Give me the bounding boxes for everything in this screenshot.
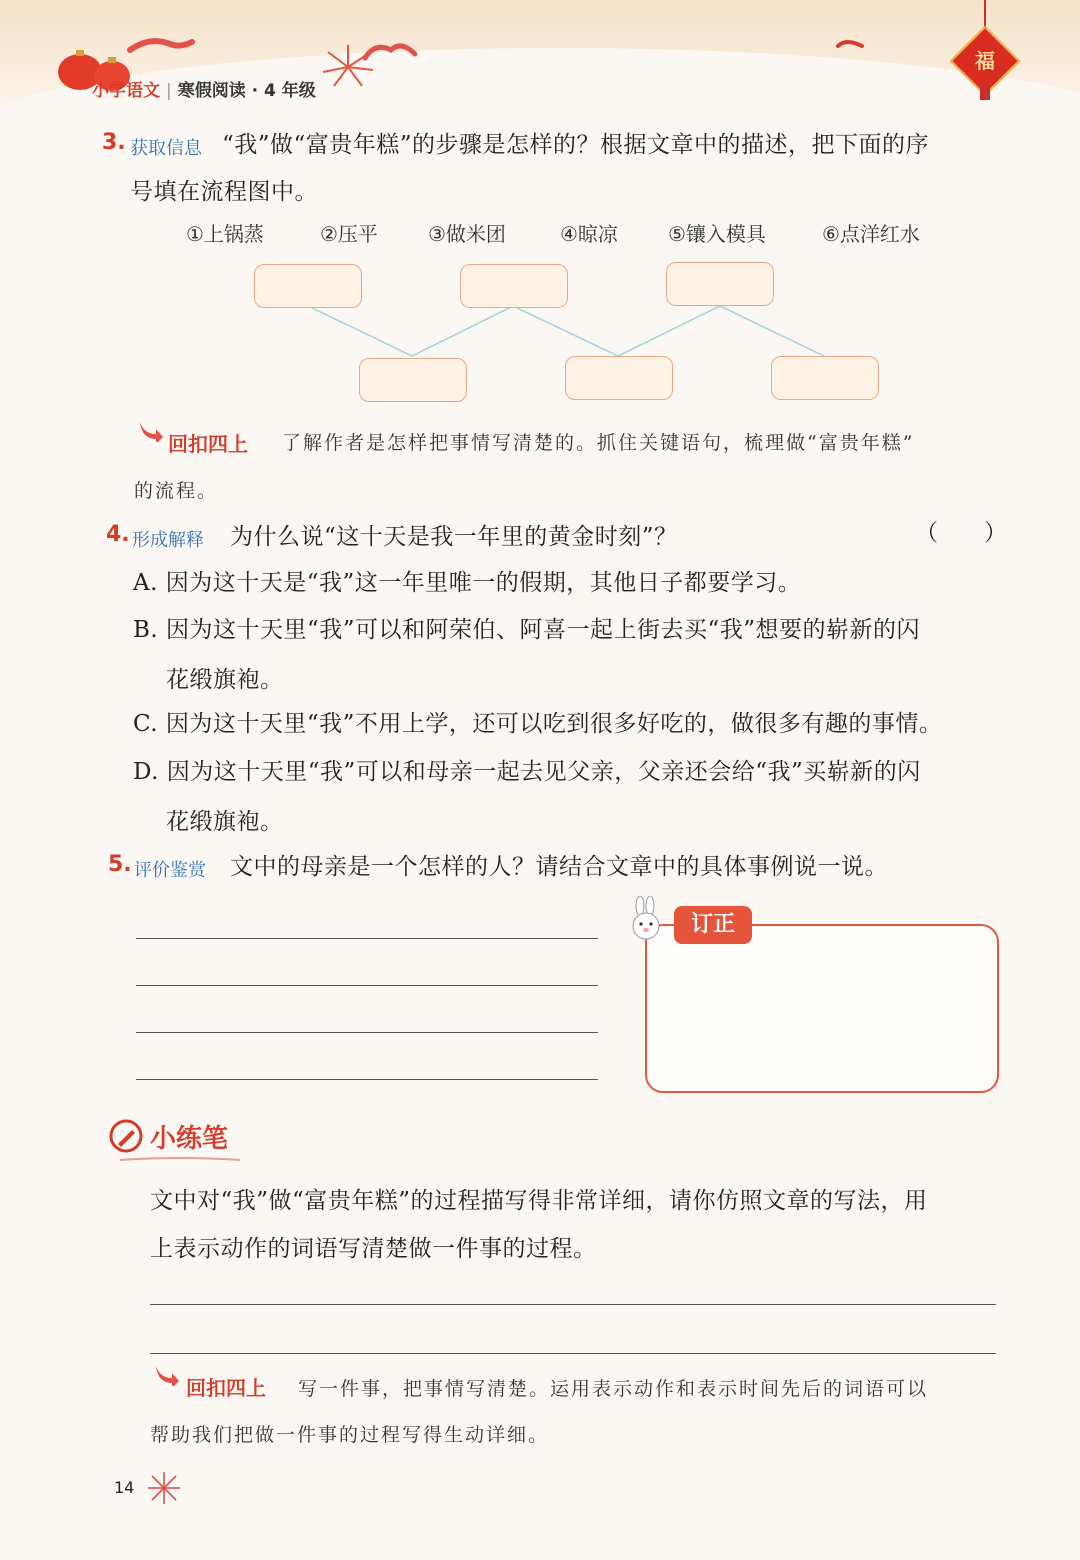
q4-option-d-line2: 花缎旗袍。 bbox=[166, 809, 284, 835]
callback-arrow-icon bbox=[138, 420, 164, 442]
callback-arrow-icon bbox=[154, 1364, 180, 1386]
q4-option-c: C. 因为这十天里“我”不用上学，还可以吃到很多好吃的，做很多有趣的事情。 bbox=[133, 711, 943, 737]
q3-line1: “我”做“富贵年糕”的步骤是怎样的？根据文章中的描述，把下面的序 bbox=[222, 132, 930, 158]
flow-box-3[interactable] bbox=[666, 262, 774, 306]
q4-option-d-line1: D. 因为这十天里“我”可以和母亲一起去见父亲，父亲还会给“我”买崭新的闪 bbox=[133, 759, 921, 785]
practice-answer-line-2[interactable] bbox=[150, 1353, 996, 1354]
practice-title: 小练笔 bbox=[150, 1124, 229, 1154]
fu-charm-text: 福 bbox=[975, 49, 995, 73]
q3-note-line2: 的流程。 bbox=[134, 480, 219, 502]
q5-question: 文中的母亲是一个怎样的人？请结合文章中的具体事例说一说。 bbox=[230, 854, 888, 880]
practice-line2: 上表示动作的词语写清楚做一件事的过程。 bbox=[150, 1236, 597, 1262]
series-name: 小学语文 bbox=[92, 81, 160, 101]
q5-number: 5. bbox=[108, 852, 132, 877]
q3-option-4: ④晾凉 bbox=[560, 222, 618, 246]
brand-separator: | bbox=[166, 81, 172, 101]
title-underline bbox=[120, 1156, 240, 1162]
flow-box-4[interactable] bbox=[359, 358, 467, 402]
q3-option-2: ②压平 bbox=[320, 222, 378, 246]
q3-option-3: ③做米团 bbox=[428, 222, 506, 246]
q3-number: 3. bbox=[102, 130, 126, 155]
q3-option-1: ①上锅蒸 bbox=[186, 222, 264, 246]
flow-box-2[interactable] bbox=[460, 264, 568, 308]
q4-option-a: A. 因为这十天是“我”这一年里唯一的假期，其他日子都要学习。 bbox=[133, 570, 802, 596]
q3-option-5: ⑤镶入模具 bbox=[668, 222, 766, 246]
q4-option-b-line1: B. 因为这十天里“我”可以和阿荣伯、阿喜一起上街去买“我”想要的崭新的闪 bbox=[133, 617, 921, 643]
practice-line1: 文中对“我”做“富贵年糕”的过程描写得非常详细，请你仿照文章的写法，用 bbox=[150, 1188, 928, 1214]
q4-option-b-line2: 花缎旗袍。 bbox=[166, 667, 284, 693]
q3-note-tag: 回扣四上 bbox=[168, 432, 248, 456]
q4-number: 4. bbox=[106, 522, 130, 547]
practice-note-tag: 回扣四上 bbox=[186, 1376, 266, 1400]
correction-label: 订正 bbox=[674, 906, 752, 944]
book-name: 寒假阅读 · 4 年级 bbox=[177, 81, 316, 101]
q5-answer-line-3[interactable] bbox=[136, 1032, 598, 1033]
q4-tag: 形成解释 bbox=[132, 530, 204, 551]
practice-note-line1: 写一件事，把事情写清楚。运用表示动作和表示时间先后的词语可以 bbox=[298, 1378, 929, 1400]
page-number: 14 bbox=[114, 1478, 135, 1497]
q3-option-6: ⑥点洋红水 bbox=[822, 222, 920, 246]
q5-answer-line-1[interactable] bbox=[136, 938, 598, 939]
flow-box-1[interactable] bbox=[254, 264, 362, 308]
q3-line2: 号填在流程图中。 bbox=[130, 179, 318, 205]
q3-tag: 获取信息 bbox=[130, 138, 202, 159]
q4-answer-blank[interactable]: （ ） bbox=[915, 520, 1007, 546]
rabbit-icon bbox=[626, 896, 666, 942]
q3-note-line1: 了解作者是怎样把事情写清楚的。抓住关键语句，梳理做“富贵年糕” bbox=[282, 432, 915, 454]
q5-tag: 评价鉴赏 bbox=[134, 860, 206, 881]
q4-question: 为什么说“这十天是我一年里的黄金时刻”？ bbox=[230, 524, 678, 550]
practice-note-line2: 帮助我们把做一件事的过程写得生动详细。 bbox=[150, 1424, 550, 1446]
flowchart-connectors bbox=[0, 0, 1080, 420]
q5-answer-line-2[interactable] bbox=[136, 985, 598, 986]
flow-box-6[interactable] bbox=[771, 356, 879, 400]
firework-footer-icon bbox=[146, 1470, 182, 1506]
pen-icon bbox=[108, 1118, 144, 1154]
q5-answer-line-4[interactable] bbox=[136, 1079, 598, 1080]
correction-box[interactable] bbox=[645, 924, 999, 1093]
practice-answer-line-1[interactable] bbox=[150, 1304, 996, 1305]
flow-box-5[interactable] bbox=[565, 356, 673, 400]
